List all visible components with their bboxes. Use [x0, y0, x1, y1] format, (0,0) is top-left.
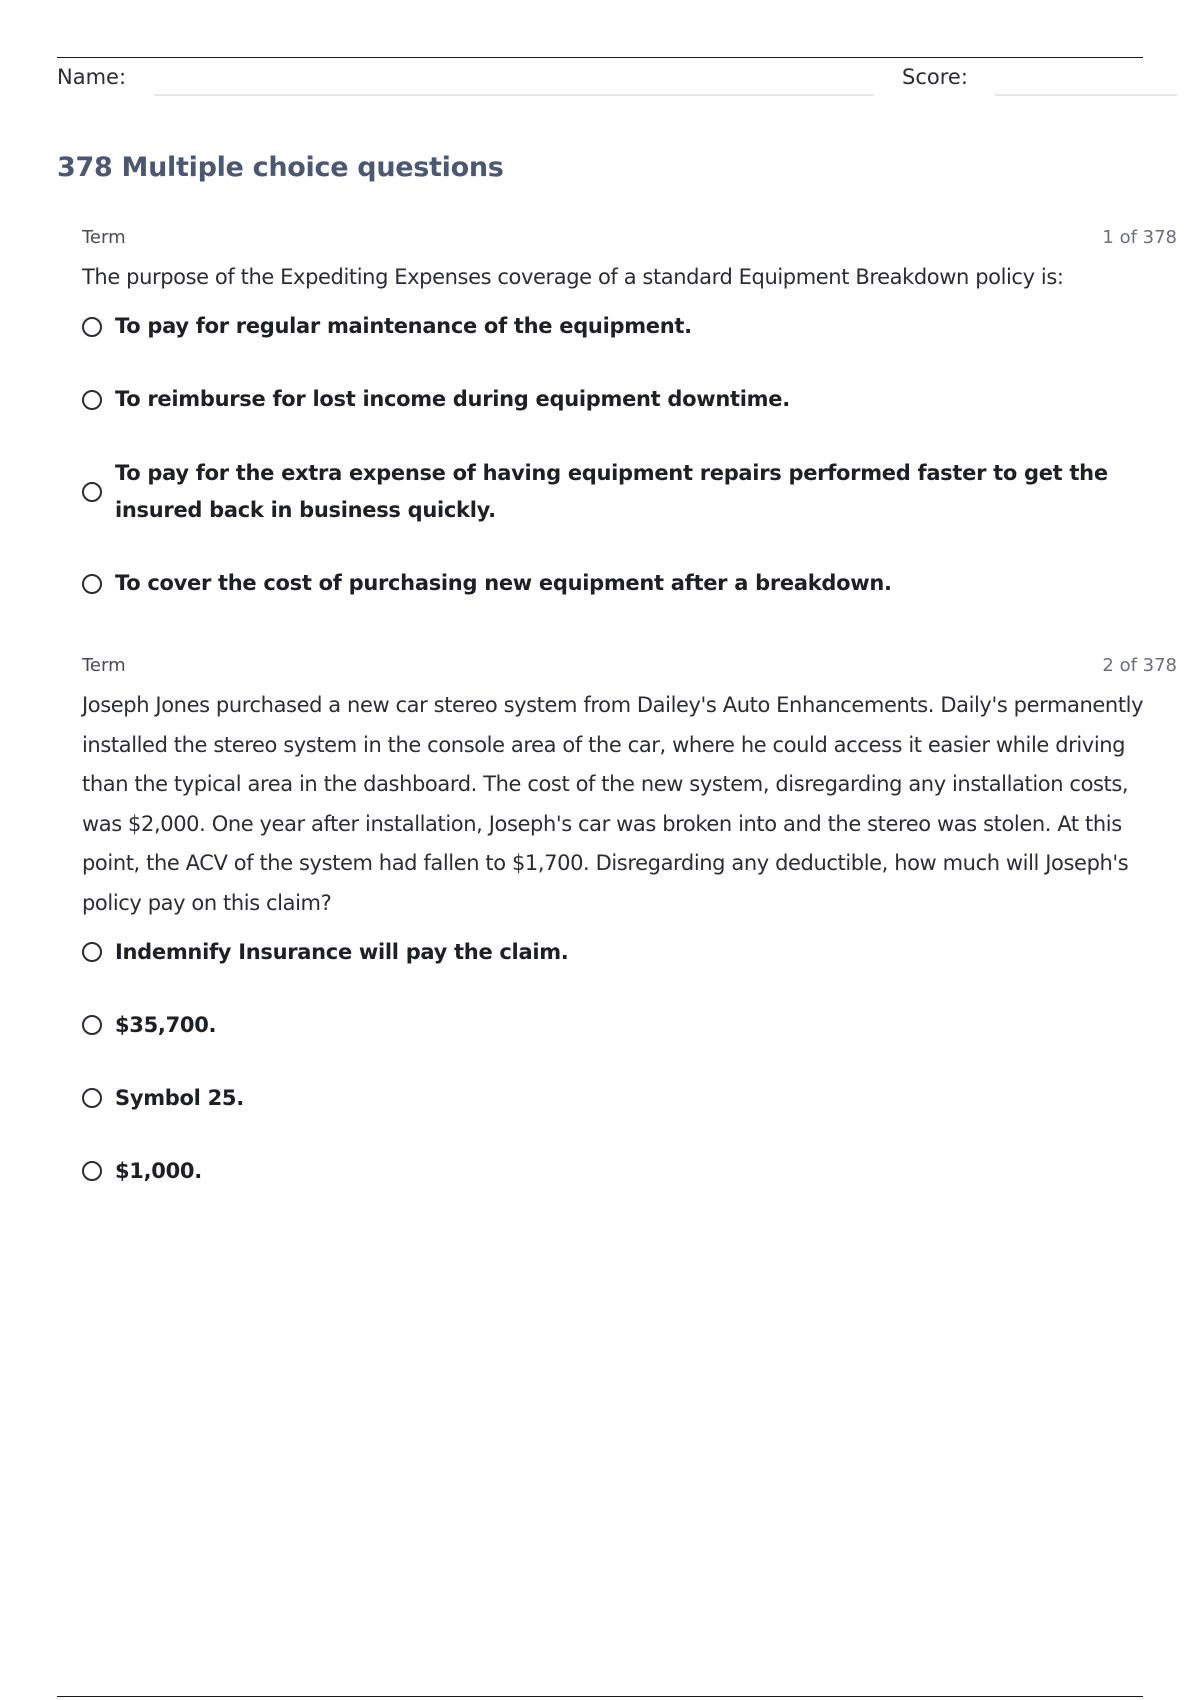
question-counter: 2 of 378 — [1102, 655, 1177, 676]
radio-button-icon[interactable] — [82, 390, 102, 410]
page-title: 378 Multiple choice questions — [57, 152, 504, 183]
answer-option-label: $1,000. — [115, 1158, 202, 1183]
answer-option[interactable] — [82, 1152, 1177, 1190]
answer-options — [82, 308, 1177, 603]
answer-option[interactable] — [82, 454, 1177, 530]
answer-option-label: To reimburse for lost income during equipment downtime. — [115, 387, 790, 411]
score-field[interactable] — [995, 94, 1177, 96]
question-text: Joseph Jones purchased a new car stereo system from Dailey's Auto Enhancements. Daily's permanently installed the stereo system in the console area of the car, where he could access it easier while driving than the typical area in the dashboard. The cost of the new system, disregarding any installation costs, was $2,000. One year after installation, Joseph's car was broken into and the stereo was stolen. At this point, the ACV of the system had fallen to $1,700. Disregarding any deductible, how much will Joseph's policy pay on this claim? — [82, 693, 1144, 915]
radio-button-icon[interactable] — [82, 1088, 102, 1108]
answer-option[interactable] — [82, 308, 1177, 346]
question-1 — [82, 224, 1177, 638]
question-meta — [82, 224, 1177, 252]
answer-option-label: Symbol 25. — [115, 1085, 244, 1110]
answer-option[interactable] — [82, 565, 1177, 603]
answer-option[interactable] — [82, 1006, 1177, 1044]
answer-option-label: $35,700. — [115, 1012, 217, 1037]
question-meta — [82, 652, 1177, 680]
radio-button-icon[interactable] — [82, 1161, 102, 1181]
name-label: Name: — [57, 65, 127, 89]
radio-button-icon[interactable] — [82, 942, 102, 962]
answer-option[interactable] — [82, 381, 1177, 419]
question-2 — [82, 652, 1177, 1225]
answer-option-label: Indemnify Insurance will pay the claim. — [115, 939, 569, 964]
radio-button-icon[interactable] — [82, 574, 102, 594]
question-text: The purpose of the Expediting Expenses coverage of a standard Equipment Breakdown policy is: — [82, 265, 1064, 289]
header-row — [57, 62, 1177, 98]
radio-button-icon[interactable] — [82, 482, 102, 502]
answer-option[interactable] — [82, 933, 1177, 971]
bottom-rule — [57, 1696, 1143, 1697]
term-label: Term — [82, 655, 126, 676]
name-field[interactable] — [154, 94, 874, 96]
score-label: Score: — [902, 65, 968, 89]
answer-option-label: To pay for the extra expense of having equipment repairs performed faster to get the insured back in business quickly. — [115, 460, 1108, 522]
answer-option-label: To cover the cost of purchasing new equipment after a breakdown. — [115, 571, 892, 595]
answer-option-label: To pay for regular maintenance of the equipment. — [115, 314, 692, 338]
answer-options — [82, 933, 1177, 1190]
answer-option[interactable] — [82, 1079, 1177, 1117]
radio-button-icon[interactable] — [82, 1015, 102, 1035]
top-rule — [57, 57, 1143, 58]
radio-button-icon[interactable] — [82, 317, 102, 337]
question-counter: 1 of 378 — [1102, 227, 1177, 248]
term-label: Term — [82, 227, 126, 248]
